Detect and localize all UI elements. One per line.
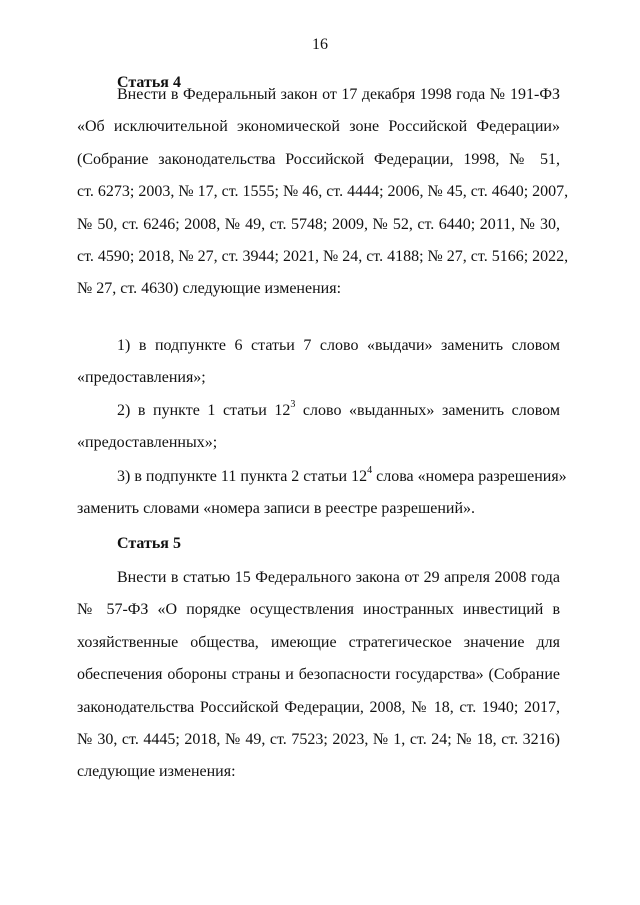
text-line: № 50, ст. 6246; 2008, № 49, ст. 5748; 2009, № 52, ст. 6440; 2011, № 30, [77, 215, 560, 233]
text-line: заменить словами «номера записи в реестре разрешений». [77, 500, 476, 518]
text-line: «Об исключительной экономической зоне Российской Федерации» [77, 118, 560, 136]
text-line: № 57-ФЗ «О порядке осуществления иностранных инвестиций в [77, 601, 560, 619]
text-fragment: 2) в пункте 1 статьи 12 [117, 402, 291, 419]
text-line: законодательства Российской Федерации, 2008, № 18, ст. 1940; 2017, [77, 698, 560, 716]
text-line: 1) в подпункте 6 статьи 7 слово «выдачи» заменить словом [117, 337, 560, 354]
text-line: хозяйственные общества, имеющие стратегическое значение для [77, 633, 560, 651]
superscript: 3 [290, 398, 296, 410]
text-line: «предоставления»; [77, 369, 206, 387]
text-line: № 27, ст. 4630) следующие изменения: [77, 280, 342, 298]
text-fragment: 3) в подпункте 11 пункта 2 статьи 12 [117, 468, 368, 485]
article-4-item-1 [77, 330, 560, 395]
text-line: «предоставленных»; [77, 434, 218, 452]
text-line: следующие изменения: [77, 763, 236, 781]
text-line [77, 461, 567, 493]
text-line [77, 395, 560, 427]
text-line: ст. 4590; 2018, № 27, ст. 3944; 2021, № 24, ст. 4188; № 27, ст. 5166; 2022, [77, 248, 569, 266]
text-line: ст. 6273; 2003, № 17, ст. 1555; № 46, ст. 4444; 2006, № 45, ст. 4640; 2007, [77, 183, 569, 201]
text-line: (Собрание законодательства Российской Федерации, 1998, № 51, [77, 150, 560, 168]
article-4-item-3 [77, 461, 567, 526]
article-4-intro [77, 79, 569, 306]
text-fragment: слова «номера разрешения» [372, 468, 567, 485]
text-line: обеспечения обороны страны и безопасности государства» (Собрание [77, 666, 560, 684]
text-line: Внести в Федеральный закон от 17 декабря 1998 года № 191-ФЗ [117, 86, 560, 103]
article-4-item-2 [77, 395, 560, 460]
article-5-intro [77, 562, 560, 789]
article-5-heading: Статья 5 [117, 535, 181, 552]
text-line: № 30, ст. 4445; 2018, № 49, ст. 7523; 2023, № 1, ст. 24; № 18, ст. 3216) [77, 731, 560, 749]
superscript: 4 [367, 464, 373, 476]
page-number: 16 [312, 36, 328, 53]
article-4-heading: Статья 4 [117, 74, 181, 91]
text-fragment: слово «выданных» заменить словом [295, 402, 560, 419]
text-line: Внести в статью 15 Федерального закона от 29 апреля 2008 года [117, 569, 560, 586]
